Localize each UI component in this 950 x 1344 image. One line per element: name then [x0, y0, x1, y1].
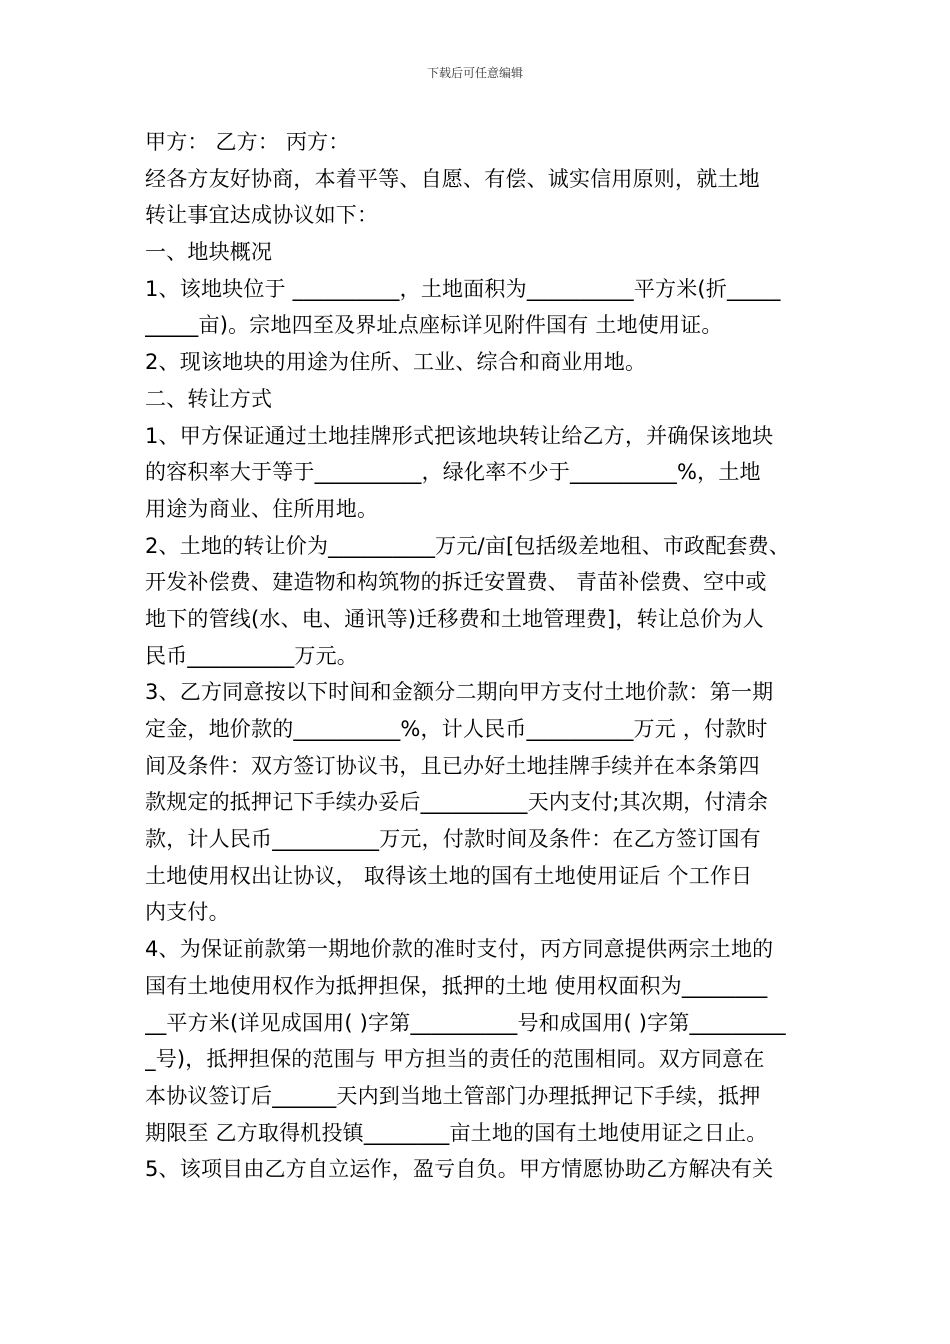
text-line: 民币__________万元。: [145, 643, 358, 668]
section-heading: 二、转让方式: [145, 386, 273, 411]
text-line: 1、该地块位于 __________，土地面积为__________平方米(折_____: [145, 276, 781, 301]
text-line: 1、甲方保证通过土地挂牌形式把该地块转让给乙方，并确保该地块: [145, 423, 774, 448]
text-line: 间及条件：双方签订协议书，且已办好土地挂牌手续并在本条第四: [145, 753, 760, 778]
text-line: 甲方： 乙方： 丙方：: [145, 130, 350, 154]
text-line: 款规定的抵押记下手续办妥后__________天内支付;其次期，付清余: [145, 790, 769, 815]
text-line: 用途为商业、住所用地。: [145, 496, 379, 521]
text-line: 5、该项目由乙方自立运作，盈亏自负。甲方情愿协助乙方解决有关: [145, 1157, 774, 1182]
text-line: __平方米(详见成国用( )字第__________号和成国用( )字第_________: [145, 1010, 786, 1035]
text-line: 国有土地使用权作为抵押担保，抵押的土地 使用权面积为________: [145, 973, 768, 998]
text-line: 2、土地的转让价为__________万元/亩[包括级差地租、市政配套费、: [145, 533, 791, 558]
text-line: 内支付。: [145, 900, 230, 925]
text-line: 定金，地价款的__________%，计人民币__________万元 ，付款时: [145, 717, 768, 741]
document-body: [145, 124, 815, 1188]
text-line: 经各方友好协商，本着平等、自愿、有偿、诚实信用原则，就土地: [145, 166, 760, 191]
text-line: 开发补偿费、建造物和构筑物的拆迁安置费、 青苗补偿费、空中或: [145, 570, 767, 595]
page-header: 下载后可任意编辑: [426, 66, 523, 80]
text-line: _号)，抵押担保的范围与 甲方担当的责任的范围相同。双方同意在: [145, 1047, 765, 1072]
section-heading: 一、地块概况: [145, 240, 273, 265]
text-line: 3、乙方同意按以下时间和金额分二期向甲方支付土地价款：第一期: [145, 680, 774, 705]
text-line: 本协议签订后______天内到当地土管部门办理抵押记下手续，抵押: [145, 1083, 761, 1108]
text-line: 地下的管线(水、电、通讯等)迁移费和土地管理费]，转让总价为人: [145, 606, 764, 631]
text-line: 4、为保证前款第一期地价款的准时支付，丙方同意提供两宗土地的: [145, 937, 774, 962]
text-line: 期限至 乙方取得机投镇________亩土地的国有土地使用证之日止。: [145, 1120, 768, 1145]
text-line: _____亩)。宗地四至及界址点座标详见附件国有 土地使用证。: [145, 313, 723, 338]
text-line: 2、现该地块的用途为住所、工业、综合和商业用地。: [145, 350, 647, 375]
text-line: 款，计人民币__________万元，付款时间及条件：在乙方签订国有: [145, 827, 761, 852]
text-line: 土地使用权出让协议， 取得该土地的国有土地使用证后 个工作日: [145, 863, 753, 888]
text-line: 转让事宜达成协议如下：: [145, 203, 379, 228]
text-line: 的容积率大于等于__________，绿化率不少于__________%，土地: [145, 460, 761, 485]
